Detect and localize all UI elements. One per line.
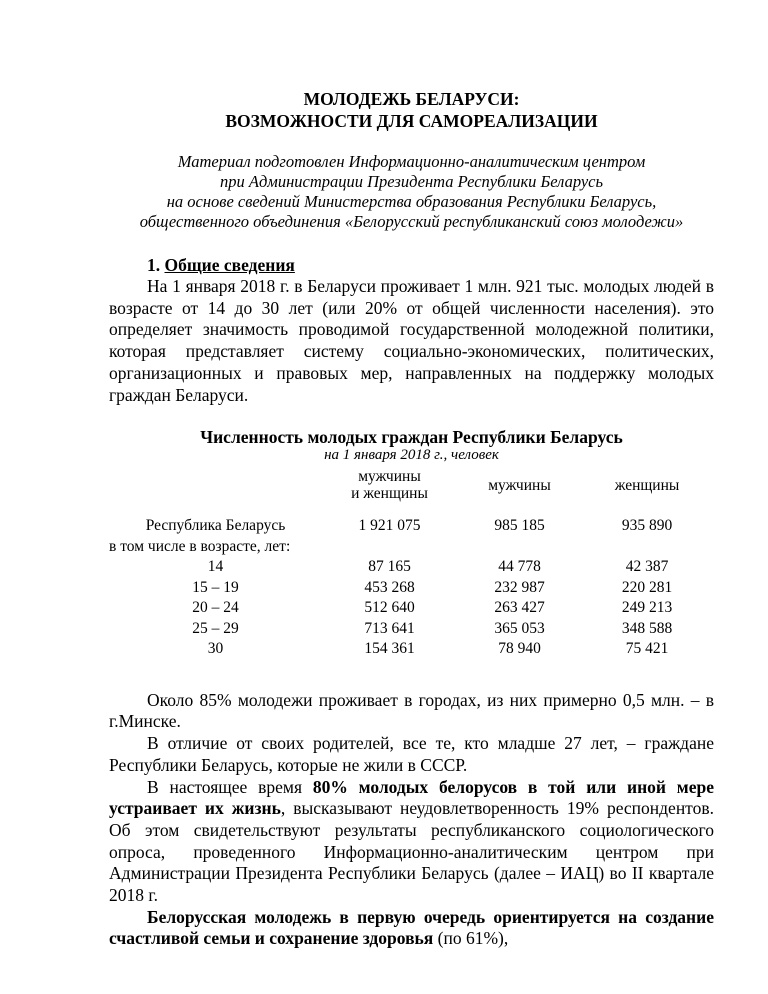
cell-men: 44 778 xyxy=(498,558,541,576)
cell-women: 935 890 xyxy=(621,517,673,535)
cell-both: 453 268 xyxy=(364,578,415,596)
cell-men: 365 053 xyxy=(494,619,545,637)
cell-men: 232 987 xyxy=(494,578,545,596)
paragraph-1: На 1 января 2018 г. в Беларуси проживает 1 млн. 921 тыс. молодых людей в возрасте от 14 до 30 лет (или 20% от общей численности населения). это определяет значимость проводимой государственной молодежной политики, которая представляет систему социально-экономических, политических, организационных и правовых мер, направленных на поддержку молодых граждан Беларуси. xyxy=(109,276,714,405)
paragraph-4-emphasis: 80% молодых белорусов в той или иной мере устраивает их жизнь xyxy=(109,776,714,819)
section-number: 1. xyxy=(147,255,161,275)
table-row-total xyxy=(109,516,712,537)
table-row xyxy=(109,557,712,578)
cell-both: 512 640 xyxy=(364,599,415,617)
row-age: 30 xyxy=(207,640,224,658)
header-empty xyxy=(109,468,322,516)
cell-women: 42 387 xyxy=(625,558,669,576)
cell-both: 154 361 xyxy=(364,640,415,658)
header-both xyxy=(322,468,457,516)
paragraph-2: Около 85% молодежи проживает в городах, из них примерно 0,5 млн. – в г.Минске. xyxy=(109,689,714,732)
paragraph-4-tail: , высказывают неудовлетворенность 19% респондентов. Об этом свидетельствуют результаты республиканского социологического опроса, проведенного Информационно-аналитическим центром при Администрации Президента Республики Беларусь (далее – ИАЦ) во II квартале 2018 г. xyxy=(109,798,714,906)
cell-men: 263 427 xyxy=(494,599,545,617)
source-line-1: Материал подготовлен Информационно-аналитическим центром xyxy=(177,152,646,171)
source-line-4: общественного объединения «Белорусский республиканский союз молодежи» xyxy=(139,212,684,231)
paragraph-5-tail: (по 61%), xyxy=(433,928,509,949)
table-row xyxy=(109,598,712,619)
title-line-1: МОЛОДЕЖЬ БЕЛАРУСИ: xyxy=(303,89,520,109)
paragraph-5-emphasis: Белорусская молодежь в первую очередь ориентируется на создание счастливой семьи и сохранение здоровья xyxy=(109,906,714,949)
table-row xyxy=(109,578,712,599)
header-men: мужчины xyxy=(488,476,551,494)
cell-both: 1 921 075 xyxy=(358,517,421,535)
row-age: 15 – 19 xyxy=(192,578,239,596)
table-header-row xyxy=(109,468,712,516)
table-row xyxy=(109,619,712,640)
cell-women: 220 281 xyxy=(621,578,673,596)
population-table xyxy=(109,468,712,660)
including-label: в том числе в возрасте, лет: xyxy=(109,537,291,555)
section-title: Общие сведения xyxy=(164,255,295,275)
header-both-line-1: мужчины xyxy=(358,468,421,486)
row-age: 20 – 24 xyxy=(192,599,239,617)
section-heading xyxy=(109,255,714,276)
document-title xyxy=(109,88,714,132)
paragraph-3: В отличие от своих родителей, все те, кто младше 27 лет, – граждане Республики Беларусь, которые не жили в СССР. xyxy=(109,733,714,775)
paragraph-5 xyxy=(109,907,714,950)
row-label: Республика Беларусь xyxy=(145,517,286,535)
row-age: 25 – 29 xyxy=(192,619,239,637)
cell-women: 249 213 xyxy=(621,599,673,617)
table-subtitle: на 1 января 2018 г., человек xyxy=(324,447,499,464)
paragraph-4-lead: В настоящее время xyxy=(147,776,313,797)
paragraph-4 xyxy=(109,777,714,907)
header-women: женщины xyxy=(614,476,680,494)
source-line-2: при Администрации Президента Республики Беларусь xyxy=(219,172,604,191)
table-spacer xyxy=(109,660,714,690)
header-both-line-2: и женщины xyxy=(351,485,428,503)
cell-men: 78 940 xyxy=(498,640,541,658)
source-note xyxy=(109,152,714,232)
cell-women: 348 588 xyxy=(621,619,673,637)
table-title: Численность молодых граждан Республики Беларусь xyxy=(200,427,623,448)
table-row-including xyxy=(109,537,712,558)
document-content xyxy=(109,88,714,950)
cell-both: 87 165 xyxy=(368,558,411,576)
cell-women: 75 421 xyxy=(625,640,669,658)
cell-both: 713 641 xyxy=(364,619,415,637)
table-row xyxy=(109,639,712,660)
row-age: 14 xyxy=(207,558,224,576)
source-line-3: на основе сведений Министерства образования Республики Беларусь, xyxy=(166,192,657,211)
title-line-2: ВОЗМОЖНОСТИ ДЛЯ САМОРЕАЛИЗАЦИИ xyxy=(225,111,598,131)
cell-men: 985 185 xyxy=(494,517,545,535)
